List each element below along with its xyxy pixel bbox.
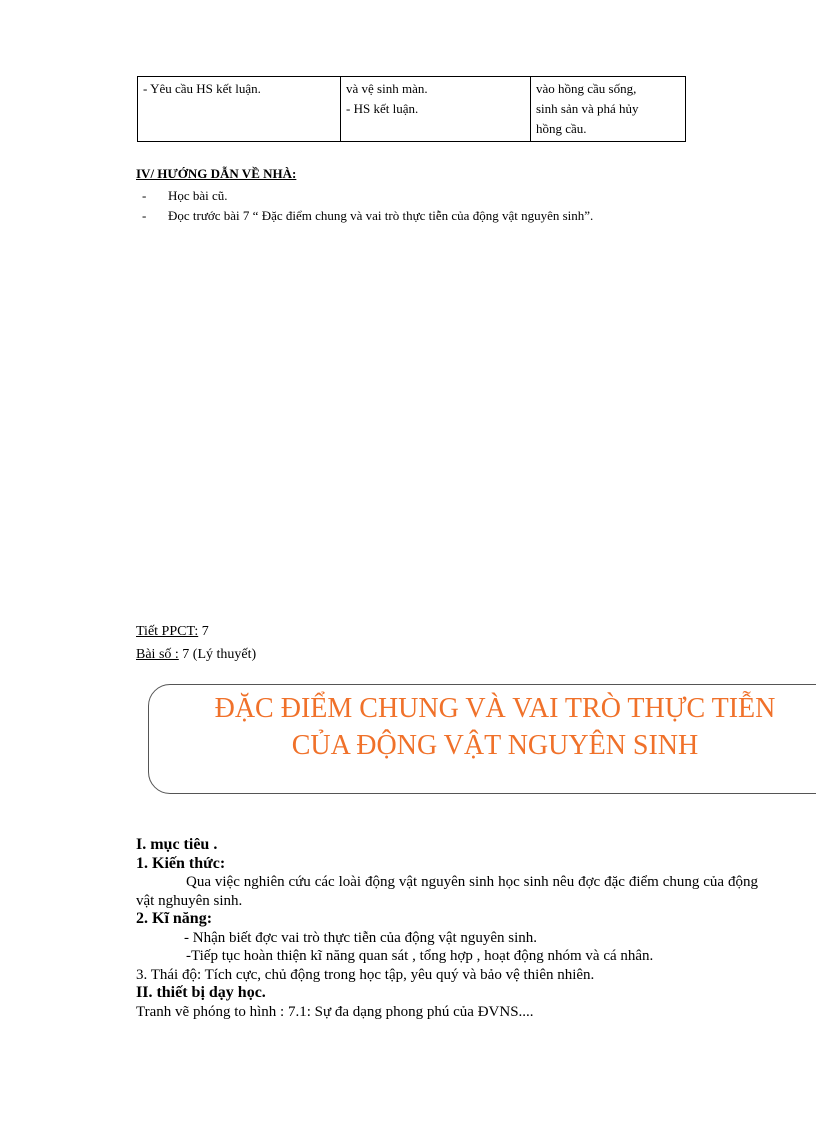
knowledge-heading: 1. Kiến thức: <box>136 854 226 872</box>
lesson-table <box>137 76 686 142</box>
lesson-content <box>136 836 758 1021</box>
homework-heading: IV/ HƯỚNG DẪN VỀ NHÀ: <box>136 166 297 181</box>
objectives-heading: I. mục tiêu . <box>136 836 218 853</box>
table-cell-content <box>531 77 686 142</box>
list-item <box>142 186 593 206</box>
cell-line: hồng cầu. <box>536 121 587 136</box>
table-cell-student <box>341 77 531 142</box>
table-row <box>138 77 686 142</box>
table-cell-teacher <box>138 77 341 142</box>
homework-list <box>142 186 593 226</box>
cell-line: và vệ sinh màn. <box>346 81 428 96</box>
cell-line: - Yêu cầu HS kết luận. <box>143 81 261 96</box>
lesson-title <box>150 690 816 764</box>
lesson-value: 7 (Lý thuyết) <box>178 647 257 662</box>
cell-line: sinh sản và phá hủy <box>536 101 639 116</box>
bullet-dash: - <box>142 208 147 223</box>
title-line-2: CỦA ĐỘNG VẬT NGUYÊN SINH <box>291 730 699 761</box>
lesson-line <box>136 647 256 663</box>
skills-item-2: -Tiếp tục hoàn thiện kĩ năng quan sát , tổng hợp , hoạt động nhóm và cá nhân. <box>186 948 654 964</box>
period-label: Tiết PPCT: <box>136 624 199 639</box>
period-line <box>136 624 209 640</box>
skills-heading: 2. Kĩ năng: <box>136 910 213 927</box>
homework-item-text: Đọc trước bài 7 “ Đặc điểm chung và vai trò thực tiễn của động vật nguyên sinh”. <box>168 208 594 223</box>
period-value: 7 <box>198 624 209 639</box>
list-item <box>142 206 593 226</box>
cell-line: - HS kết luận. <box>346 101 419 116</box>
attitude-text: 3. Thái độ: Tích cực, chủ động trong học tập, yêu quý và bảo vệ thiên nhiên. <box>136 966 595 983</box>
lesson-label: Bài số : <box>136 647 179 662</box>
title-line-1: ĐẶC ĐIỂM CHUNG VÀ VAI TRÒ THỰC TIỄN <box>214 693 776 724</box>
homework-item-text: Học bài cũ. <box>168 188 228 203</box>
bullet-dash: - <box>142 188 147 203</box>
equipment-heading: II. thiết bị dạy học. <box>136 984 266 1001</box>
equipment-text: Tranh vẽ phóng to hình : 7.1: Sự đa dạng phong phú của ĐVNS.... <box>136 1003 534 1020</box>
knowledge-text: Qua việc nghiên cứu các loài động vật nguyên sinh học sinh nêu đợc đặc điểm chung của động vật nghuyên sinh. <box>136 874 758 909</box>
cell-line: vào hồng cầu sống, <box>536 81 637 96</box>
skills-item-1: - Nhận biết đợc vai trò thực tiễn của động vật nguyên sinh. <box>184 929 538 946</box>
